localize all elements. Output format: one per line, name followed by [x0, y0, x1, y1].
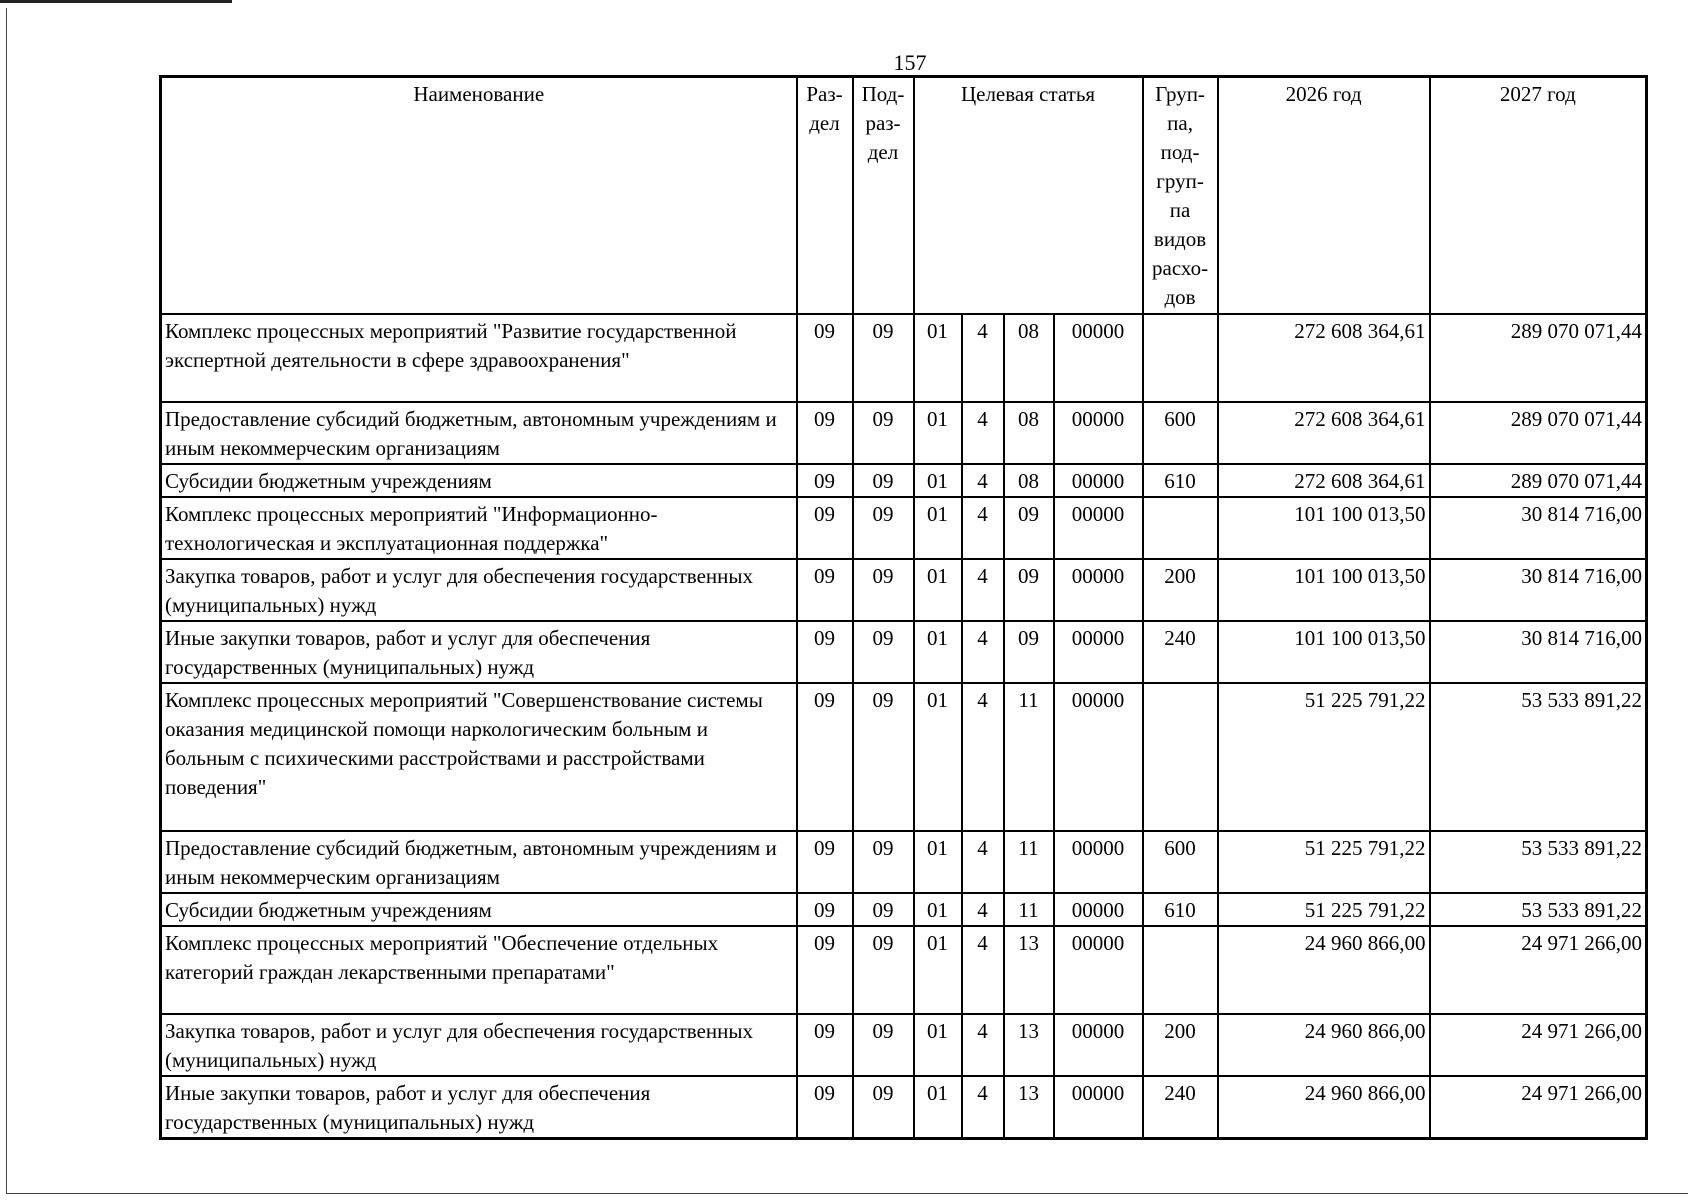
- cell-name: Субсидии бюджетным учреждениям: [161, 464, 797, 497]
- cell-amount-2027: 24 971 266,00: [1430, 926, 1647, 1014]
- cell-cs-complex: 13: [1004, 926, 1054, 1014]
- cell-amount-2027: 30 814 716,00: [1430, 621, 1647, 683]
- cell-cs-direction: 00000: [1054, 1076, 1143, 1139]
- cell-amount-2026: 51 225 791,22: [1218, 683, 1430, 831]
- cell-amount-2027: 53 533 891,22: [1430, 683, 1647, 831]
- cell-amount-2026: 272 608 364,61: [1218, 314, 1430, 402]
- cell-razdel: 09: [797, 893, 853, 926]
- page-number: 157: [893, 50, 927, 75]
- cell-amount-2026: 24 960 866,00: [1218, 1076, 1430, 1139]
- cell-cs-program: 01: [914, 621, 962, 683]
- header-podrazdel: Под-раз-дел: [853, 77, 914, 314]
- table-row: [161, 893, 1647, 926]
- cell-amount-2026: 51 225 791,22: [1218, 893, 1430, 926]
- cell-vid-rashodov: 200: [1143, 559, 1218, 621]
- cell-vid-rashodov: 200: [1143, 1014, 1218, 1076]
- cell-vid-rashodov: 610: [1143, 893, 1218, 926]
- cell-cs-program: 01: [914, 683, 962, 831]
- cell-podrazdel: 09: [853, 926, 914, 1014]
- cell-cs-type: 4: [962, 893, 1004, 926]
- table-row: [161, 926, 1647, 1014]
- cell-cs-complex: 08: [1004, 464, 1054, 497]
- cell-name: Комплекс процессных мероприятий "Обеспечение отдельных категорий граждан лекарственными препаратами": [161, 926, 797, 1014]
- cell-cs-type: 4: [962, 1014, 1004, 1076]
- cell-name: Комплекс процессных мероприятий "Информационно-технологическая и эксплуатационная поддержка": [161, 497, 797, 559]
- cell-amount-2027: 289 070 071,44: [1430, 314, 1647, 402]
- cell-cs-type: 4: [962, 621, 1004, 683]
- cell-vid-rashodov: [1143, 314, 1218, 402]
- cell-razdel: 09: [797, 1014, 853, 1076]
- cell-name: Иные закупки товаров, работ и услуг для обеспечения государственных (муниципальных) нужд: [161, 621, 797, 683]
- cell-cs-type: 4: [962, 559, 1004, 621]
- cell-name: Предоставление субсидий бюджетным, автономным учреждениям и иным некоммерческим организациям: [161, 402, 797, 464]
- cell-name: Закупка товаров, работ и услуг для обеспечения государственных (муниципальных) нужд: [161, 1014, 797, 1076]
- cell-cs-direction: 00000: [1054, 621, 1143, 683]
- cell-cs-program: 01: [914, 497, 962, 559]
- cell-razdel: 09: [797, 559, 853, 621]
- cell-cs-type: 4: [962, 683, 1004, 831]
- cell-amount-2027: 53 533 891,22: [1430, 893, 1647, 926]
- cell-cs-type: 4: [962, 1076, 1004, 1139]
- cell-name: Закупка товаров, работ и услуг для обеспечения государственных (муниципальных) нужд: [161, 559, 797, 621]
- cell-vid-rashodov: 600: [1143, 402, 1218, 464]
- table-row: [161, 1076, 1647, 1139]
- cell-amount-2026: 24 960 866,00: [1218, 1014, 1430, 1076]
- header-celevaya-statya: Целевая статья: [914, 77, 1143, 314]
- scan-edge-mark: [0, 0, 232, 3]
- cell-name: Предоставление субсидий бюджетным, автономным учреждениям и иным некоммерческим организациям: [161, 831, 797, 893]
- table-row: [161, 497, 1647, 559]
- table-header-row: [161, 77, 1647, 314]
- cell-cs-complex: 11: [1004, 831, 1054, 893]
- header-gruppa-vidov-rashodov: Груп-па, под-груп-па видов расхо-дов: [1143, 77, 1218, 314]
- cell-amount-2027: 289 070 071,44: [1430, 464, 1647, 497]
- cell-cs-complex: 13: [1004, 1014, 1054, 1076]
- cell-cs-program: 01: [914, 893, 962, 926]
- cell-podrazdel: 09: [853, 559, 914, 621]
- cell-razdel: 09: [797, 402, 853, 464]
- cell-name: Иные закупки товаров, работ и услуг для обеспечения государственных (муниципальных) нужд: [161, 1076, 797, 1139]
- header-year-2026: 2026 год: [1218, 77, 1430, 314]
- header-name: Наименование: [161, 77, 797, 314]
- cell-cs-direction: 00000: [1054, 1014, 1143, 1076]
- cell-razdel: 09: [797, 683, 853, 831]
- cell-cs-program: 01: [914, 1076, 962, 1139]
- cell-amount-2027: 30 814 716,00: [1430, 559, 1647, 621]
- cell-podrazdel: 09: [853, 1014, 914, 1076]
- cell-cs-complex: 08: [1004, 402, 1054, 464]
- table-row: [161, 402, 1647, 464]
- cell-amount-2027: 289 070 071,44: [1430, 402, 1647, 464]
- cell-amount-2026: 272 608 364,61: [1218, 402, 1430, 464]
- cell-razdel: 09: [797, 621, 853, 683]
- table-row: [161, 314, 1647, 402]
- cell-cs-program: 01: [914, 402, 962, 464]
- cell-cs-direction: 00000: [1054, 497, 1143, 559]
- cell-razdel: 09: [797, 497, 853, 559]
- cell-vid-rashodov: [1143, 926, 1218, 1014]
- table-body: [161, 314, 1647, 1139]
- cell-razdel: 09: [797, 926, 853, 1014]
- cell-amount-2026: 101 100 013,50: [1218, 621, 1430, 683]
- cell-podrazdel: 09: [853, 1076, 914, 1139]
- cell-cs-program: 01: [914, 314, 962, 402]
- cell-podrazdel: 09: [853, 831, 914, 893]
- cell-razdel: 09: [797, 314, 853, 402]
- cell-cs-type: 4: [962, 831, 1004, 893]
- table-row: [161, 1014, 1647, 1076]
- cell-cs-program: 01: [914, 1014, 962, 1076]
- header-razdel: Раз-дел: [797, 77, 853, 314]
- cell-razdel: 09: [797, 464, 853, 497]
- cell-cs-complex: 09: [1004, 621, 1054, 683]
- cell-cs-complex: 13: [1004, 1076, 1054, 1139]
- cell-cs-type: 4: [962, 926, 1004, 1014]
- cell-cs-program: 01: [914, 559, 962, 621]
- cell-cs-complex: 11: [1004, 893, 1054, 926]
- cell-cs-type: 4: [962, 314, 1004, 402]
- cell-cs-complex: 08: [1004, 314, 1054, 402]
- cell-vid-rashodov: 240: [1143, 621, 1218, 683]
- cell-cs-direction: 00000: [1054, 559, 1143, 621]
- cell-vid-rashodov: 610: [1143, 464, 1218, 497]
- cell-razdel: 09: [797, 1076, 853, 1139]
- cell-cs-type: 4: [962, 464, 1004, 497]
- cell-name: Комплекс процессных мероприятий "Развитие государственной экспертной деятельности в сфере здравоохранения": [161, 314, 797, 402]
- cell-amount-2026: 51 225 791,22: [1218, 831, 1430, 893]
- cell-podrazdel: 09: [853, 621, 914, 683]
- cell-cs-program: 01: [914, 464, 962, 497]
- budget-table: [159, 75, 1648, 1140]
- cell-name: Комплекс процессных мероприятий "Совершенствование системы оказания медицинской помощи наркологическим больным и больным с психическими расстройствами и расстройствами поведения": [161, 683, 797, 831]
- cell-cs-complex: 11: [1004, 683, 1054, 831]
- cell-cs-type: 4: [962, 402, 1004, 464]
- cell-amount-2027: 30 814 716,00: [1430, 497, 1647, 559]
- cell-amount-2027: 24 971 266,00: [1430, 1014, 1647, 1076]
- cell-amount-2026: 101 100 013,50: [1218, 497, 1430, 559]
- cell-vid-rashodov: 600: [1143, 831, 1218, 893]
- cell-cs-direction: 00000: [1054, 893, 1143, 926]
- cell-podrazdel: 09: [853, 497, 914, 559]
- cell-cs-direction: 00000: [1054, 402, 1143, 464]
- table-row: [161, 464, 1647, 497]
- cell-vid-rashodov: [1143, 683, 1218, 831]
- cell-cs-direction: 00000: [1054, 831, 1143, 893]
- cell-cs-direction: 00000: [1054, 683, 1143, 831]
- cell-podrazdel: 09: [853, 464, 914, 497]
- cell-vid-rashodov: [1143, 497, 1218, 559]
- cell-podrazdel: 09: [853, 683, 914, 831]
- cell-amount-2027: 24 971 266,00: [1430, 1076, 1647, 1139]
- cell-vid-rashodov: 240: [1143, 1076, 1218, 1139]
- table-row: [161, 683, 1647, 831]
- cell-cs-direction: 00000: [1054, 464, 1143, 497]
- cell-name: Субсидии бюджетным учреждениям: [161, 893, 797, 926]
- table-row: [161, 559, 1647, 621]
- cell-razdel: 09: [797, 831, 853, 893]
- cell-cs-complex: 09: [1004, 497, 1054, 559]
- cell-podrazdel: 09: [853, 314, 914, 402]
- cell-amount-2026: 24 960 866,00: [1218, 926, 1430, 1014]
- cell-cs-direction: 00000: [1054, 314, 1143, 402]
- cell-cs-type: 4: [962, 497, 1004, 559]
- header-year-2027: 2027 год: [1430, 77, 1647, 314]
- cell-podrazdel: 09: [853, 893, 914, 926]
- table-row: [161, 831, 1647, 893]
- cell-cs-program: 01: [914, 831, 962, 893]
- cell-cs-complex: 09: [1004, 559, 1054, 621]
- cell-cs-direction: 00000: [1054, 926, 1143, 1014]
- cell-amount-2026: 101 100 013,50: [1218, 559, 1430, 621]
- cell-podrazdel: 09: [853, 402, 914, 464]
- cell-amount-2026: 272 608 364,61: [1218, 464, 1430, 497]
- table-row: [161, 621, 1647, 683]
- cell-cs-program: 01: [914, 926, 962, 1014]
- cell-amount-2027: 53 533 891,22: [1430, 831, 1647, 893]
